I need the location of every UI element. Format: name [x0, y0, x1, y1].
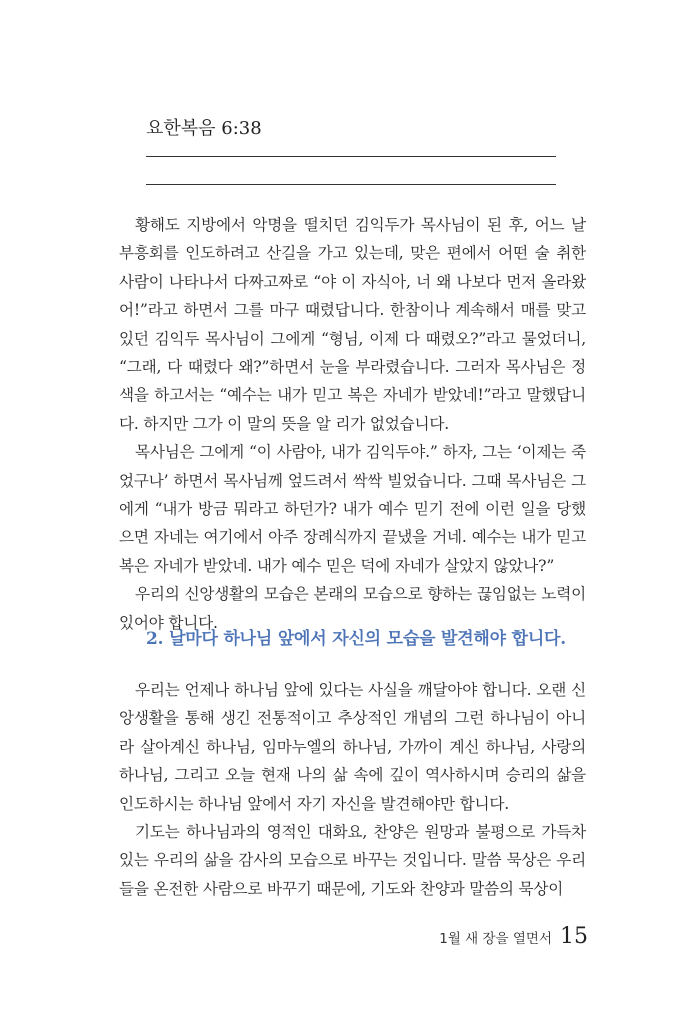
paragraph: 우리의 신앙생활의 모습은 본래의 모습으로 향하는 끊임없는 노력이 있어야 합니다. — [119, 585, 586, 632]
answer-line-1 — [146, 156, 556, 157]
paragraph: 목사님은 그에게 “이 사람아, 내가 김익두야.” 하자, 그는 ‘이제는 죽었구나’ 하면서 목사님께 엎드려서 싹싹 빌었습니다. 그때 목사님은 그에게 “내가 방금 뭐라고 하던가? 내가 예수 믿기 전에 이런 일을 당했으면 자네는 여기에서 아주 장례식까지 끝냈을 거네. 예수는 내가 믿고 복은 자네가 받았네. 내가 예수 믿은 덕에 자네가 살았지 않았나?” — [119, 443, 586, 575]
page-number: 15 — [560, 924, 588, 949]
answer-line-2 — [146, 184, 556, 185]
page-footer — [439, 924, 588, 949]
running-title: 1월 새 장을 열면서 — [439, 931, 552, 947]
verse-reference: 요한복음 6:38 — [146, 118, 262, 139]
body-section-1 — [119, 211, 586, 637]
section-heading: 2. 날마다 하나님 앞에서 자신의 모습을 발견해야 합니다. — [146, 629, 566, 649]
paragraph: 황해도 지방에서 악명을 떨치던 김익두가 목사님이 된 후, 어느 날 부흥회를 인도하려고 산길을 가고 있는데, 맞은 편에서 어떤 술 취한 사람이 나타나서 다짜고짜로 “야 이 자식아, 너 왜 나보다 먼저 올라왔어!”라고 하면서 그를 마구 때렸답니다. 한참이나 계속해서 매를 맞고 있던 김익두 목사님이 그에게 “형님, 이제 다 때렸오?”라고 물었더니, “그래, 다 때렸다 왜?”하면서 눈을 부라렸습니다. 그러자 목사님은 정색을 하고서는 “예수는 내가 믿고 복은 자네가 받았네!”라고 말했답니다. 하지만 그가 이 말의 뜻을 알 리가 없었습니다. — [119, 216, 586, 433]
body-section-2 — [119, 676, 586, 903]
paragraph: 우리는 언제나 하나님 앞에 있다는 사실을 깨달아야 합니다. 오랜 신앙생활을 통해 생긴 전통적이고 추상적인 개념의 그런 하나님이 아니라 살아계신 하나님, 임마누엘의 하나님, 가까이 계신 하나님, 사랑의 하나님, 그리고 오늘 현재 나의 삶 속에 깊이 역사하시며 승리의 삶을 인도하시는 하나님 앞에서 자기 자신을 발견해야만 합니다. — [119, 681, 586, 813]
paragraph: 기도는 하나님과의 영적인 대화요, 찬양은 원망과 불평으로 가득차 있는 우리의 삶을 감사의 모습으로 바꾸는 것입니다. 말씀 묵상은 우리들을 온전한 사람으로 바꾸기 때문에, 기도와 찬양과 말씀의 묵상이 — [119, 823, 586, 898]
